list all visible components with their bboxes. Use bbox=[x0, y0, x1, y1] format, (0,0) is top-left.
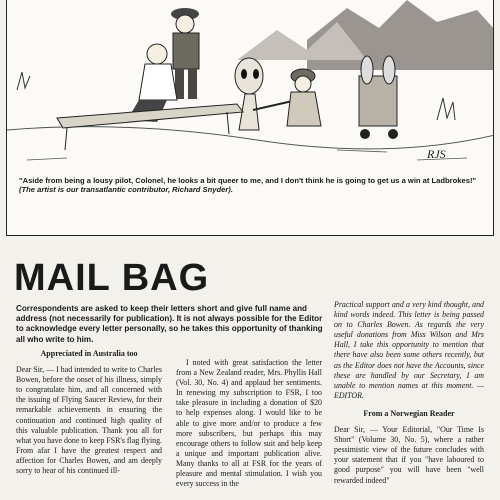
ground-hatch bbox=[27, 150, 467, 160]
letter-body: Dear Sir, — Your Editorial, "Our Time Is Short" (Volume 30, No. 5), where a rather pessimistic view of the future concludes with your statement that if you "have laboured to good purpose" you will have been "well rewarded indeed" bbox=[334, 425, 484, 485]
cartoon-illustration bbox=[6, 0, 494, 236]
shrub-shape bbox=[437, 98, 455, 120]
letter-heading: From a Norwegian Reader bbox=[363, 408, 455, 418]
section-title: MAIL BAG bbox=[14, 257, 210, 299]
caption-quote: "Aside from being a lousy pilot, Colonel, he looks a bit queer to me, and I don't think he is going to get us a win at Ladbrokes!" bbox=[19, 176, 477, 185]
column-3 bbox=[334, 300, 484, 488]
letter-body-continued: I noted with great satisfaction the letter from a New Zealand reader, Mrs. Phyllis Hall (Vol. 30, No. 4) and applaud her sentiments. In renewing my subscription to FSR, I too take pleasure in including a donation of $20 to help expenses along. I would like to be able to give more and/or to produce a few more subscribers, but perhaps this may encourage others to follow suit and help keep a unique and important publication alive. Many thanks to all at FSR for the years of pleasure and mental stimulation. I wish you every success in the bbox=[176, 358, 322, 489]
column-1 bbox=[16, 349, 162, 478]
editor-reply: Practical support and a very kind thought, and kind words indeed. This letter is being passed on to Charles Bowen. As regards the very useful donations from Miss Wilson and Mrs Hall, I take this opportunity to mention that there have also been some others recently, but as the Editor does not have the Accounts, since these are handled by our Secretary, I am unable to mention names at this moment. — EDITOR. bbox=[334, 300, 484, 400]
artist-signature: RJS bbox=[427, 147, 446, 161]
letter-body: Dear Sir, — I had intended to write to Charles Bowen, before the onset of his illness, simply to congratulate him, and all concerned with the issuing of Flying Saucer Review, for their remarkable achievements in ensuring the continuation and continued high quality of this valuable publication. Thank you all for what you have done to keep FSR's flag flying. From afar I have the greatest respect and affection for Charles Bowen, and am deeply sorry to hear of his continued ill- bbox=[16, 365, 162, 476]
column-2 bbox=[176, 358, 322, 491]
cartoon-drawing bbox=[7, 0, 494, 236]
cartoon-caption bbox=[19, 176, 487, 195]
letter-heading: Appreciated in Australia too bbox=[40, 349, 138, 358]
colonel-figure bbox=[171, 8, 199, 99]
caption-credit: (The artist is our transatlantic contributor, Richard Snyder). bbox=[19, 185, 233, 195]
soldier-figure bbox=[287, 69, 321, 126]
section-intro: Correspondents are asked to keep their letters short and give full name and address (not necessarily for publication). It is not always possible for the Editor to acknowledge every letter personally, so he takes this opportunity of thanking all who write to him. bbox=[16, 304, 323, 344]
shrub-shape bbox=[17, 72, 30, 90]
